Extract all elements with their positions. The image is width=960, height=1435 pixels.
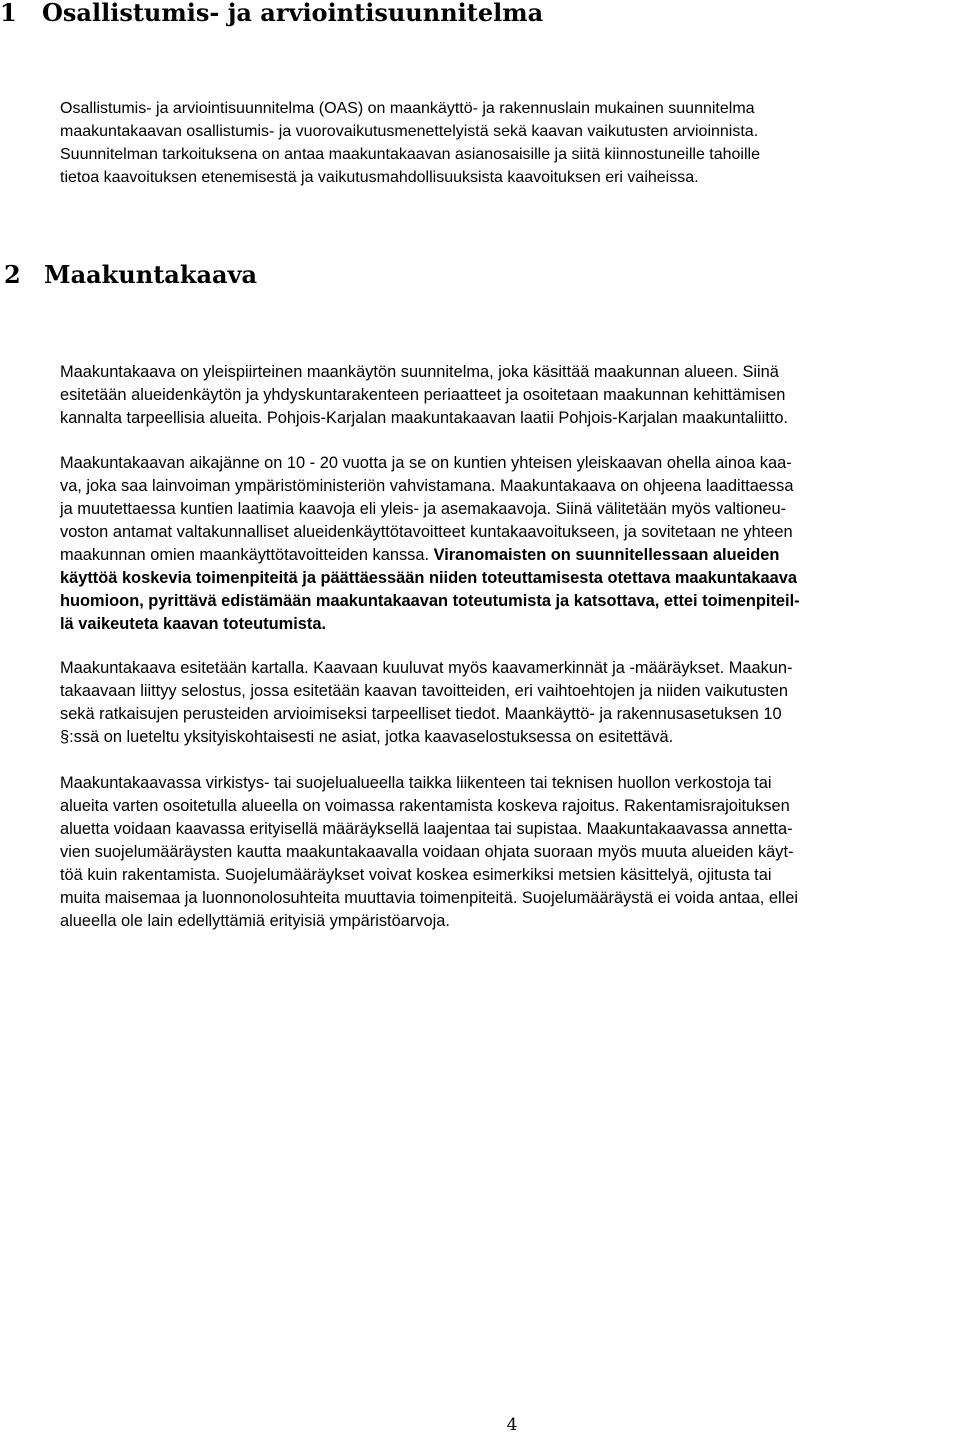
timespan-paragraph bbox=[60, 452, 960, 636]
bold-text: Viranomaisten on suunnitellessaan alueiden bbox=[433, 546, 780, 564]
paragraph-line: voston antamat valtakunnalliset alueidenkäyttötavoitteet kuntakaavoitukseen, ja sovitetaan ne yhteen bbox=[60, 523, 793, 541]
paragraph-line: alueita varten osoitetulla alueella on voimassa rakentamista koskeva rajoitus. Rakentamisrajoituksen bbox=[60, 797, 790, 815]
regular-text: maakunnan omien maankäyttötavoitteiden kanssa. bbox=[60, 546, 434, 564]
building-restriction-paragraph bbox=[60, 772, 960, 933]
bold-text: lä vaikeuteta kaavan toteutumista. bbox=[60, 615, 326, 633]
paragraph-line: muita maisemaa ja luonnonolosuhteita muuttavia toimenpiteitä. Suojelumääräystä ei voida antaa, ellei bbox=[60, 889, 799, 907]
paragraph-line: esitetään alueidenkäytön ja yhdyskuntarakenteen periaatteet ja osoitetaan maakunnan kehittämisen bbox=[60, 386, 786, 404]
section-number: 2 bbox=[4, 260, 21, 289]
oas-paragraph bbox=[60, 97, 960, 189]
paragraph-line: kannalta tarpeellisia alueita. Pohjois-Karjalan maakuntakaavan laatii Pohjois-Karjalan maakuntaliitto. bbox=[60, 409, 788, 427]
paragraph-line: tietoa kaavoituksen etenemisestä ja vaikutusmahdollisuuksista kaavoituksen eri vaiheissa. bbox=[60, 169, 699, 186]
paragraph-line: Maakuntakaavassa virkistys- tai suojelualueella taikka liikenteen tai teknisen huollon verkostoja tai bbox=[60, 774, 772, 792]
section-number: 1 bbox=[0, 0, 17, 27]
paragraph-line: takaavaan liittyy selostus, jossa esitetään kaavan tavoitteiden, eri vaihtoehtojen ja niiden vaikutusten bbox=[60, 682, 789, 700]
page-number: 4 bbox=[506, 1415, 518, 1435]
paragraph-line: ja muutettaessa kuntien laatimia kaavoja eli yleis- ja asemakaavoja. Siinä välitetään myös valtioneu- bbox=[60, 500, 787, 518]
paragraph-line bbox=[60, 544, 960, 567]
paragraph-line: Maakuntakaava esitetään kartalla. Kaavaan kuuluvat myös kaavamerkinnät ja -määräykset. Maakun- bbox=[60, 659, 793, 677]
paragraph-line: Maakuntakaavan aikajänne on 10 - 20 vuotta ja se on kuntien yhteisen yleiskaavan ohella ainoa kaa- bbox=[60, 454, 792, 472]
paragraph-line bbox=[60, 590, 960, 613]
paragraph-line: vien suojelumääräysten kautta maakuntakaavalla voidaan ohjata suoraan myös muuta alueiden käyt- bbox=[60, 843, 794, 861]
paragraph-line: töä kuin rakentamista. Suojelumääräykset voivat koskea esimerkiksi metsien käsittelyä, ojitusta tai bbox=[60, 866, 772, 884]
paragraph-line: Maakuntakaava on yleispiirteinen maankäytön suunnitelma, joka käsittää maakunnan alueen. Siinä bbox=[60, 363, 779, 381]
paragraph-line bbox=[60, 613, 960, 636]
section-title: Osallistumis- ja arviointisuunnitelma bbox=[42, 0, 544, 27]
paragraph-line: alueella ole lain edellyttämiä erityisiä ympäristöarvoja. bbox=[60, 912, 450, 930]
paragraph-line: aluetta voidaan kaavassa erityisellä määräyksellä laajentaa tai supistaa. Maakuntakaavassa annetta- bbox=[60, 820, 793, 838]
paragraph-line: maakuntakaavan osallistumis- ja vuorovaikutusmenettelyistä sekä kaavan vaikutusten arvioinnista. bbox=[60, 123, 759, 140]
section-heading-1 bbox=[0, 0, 543, 28]
maakuntakaava-definition-paragraph bbox=[60, 361, 960, 430]
bold-text: käyttöä koskevia toimenpiteitä ja päättäessään niiden toteuttamisesta otettava maakuntakaava bbox=[60, 569, 797, 587]
paragraph-line: va, joka saa lainvoiman ympäristöministeriön vahvistamana. Maakuntakaava on ohjeena laadittaessa bbox=[60, 477, 794, 495]
section-title: Maakuntakaava bbox=[44, 260, 258, 289]
bold-text: huomioon, pyrittävä edistämään maakuntakaavan toteutumista ja katsottava, ettei toimenpiteil- bbox=[60, 592, 800, 610]
paragraph-line bbox=[60, 567, 960, 590]
paragraph-line: Suunnitelman tarkoituksena on antaa maakuntakaavan asianosaisille ja siitä kiinnostuneille tahoille bbox=[60, 146, 760, 163]
paragraph-line: Osallistumis- ja arviointisuunnitelma (OAS) on maankäyttö- ja rakennuslain mukainen suunnitelma bbox=[60, 100, 755, 117]
paragraph-line: sekä ratkaisujen perusteiden arvioimiseksi tarpeelliset tiedot. Maankäyttö- ja rakennusasetuksen 10 bbox=[60, 705, 782, 723]
paragraph-line: §:ssä on lueteltu yksityiskohtaisesti ne asiat, jotka kaavaselostuksessa on esitettävä. bbox=[60, 728, 674, 746]
section-heading-2 bbox=[4, 260, 257, 290]
map-presentation-paragraph bbox=[60, 657, 960, 749]
